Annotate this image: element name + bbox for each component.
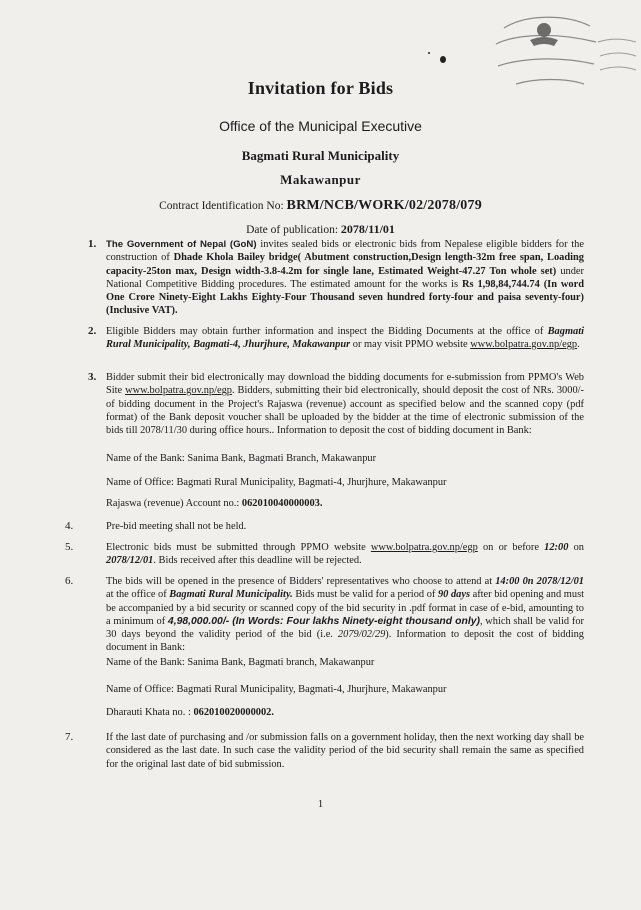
- text-segment: 90 days: [437, 589, 470, 601]
- text-segment: Eligible Bidders may obtain further information and inspect the Bidding Documents at the office of: [106, 326, 548, 337]
- publication-date: [0, 222, 641, 237]
- contract-identification: [0, 198, 641, 214]
- item-paragraph-3: [106, 371, 584, 437]
- text-segment: Dhade Khola Bailey bridge( Abutment construction,Design length-32m free span, Loading capacity-25ton max, Design width-3.8-4.2m for single lane, Estimated Weight-47.27 Ton whole set): [106, 252, 584, 277]
- page-title: Invitation for Bids: [247, 78, 394, 98]
- item-paragraph-6: [106, 575, 584, 655]
- bank-office-line: Name of Office: Bagmati Rural Municipality, Bagmati-4, Jhurjhure, Makawanpur: [106, 477, 447, 488]
- text-segment: Bagmati Rural Municipality, Bagmati-4, Jhurjhure, Makawanpur: [106, 326, 584, 351]
- text-segment: Pre-bid meeting shall not be held.: [106, 521, 247, 532]
- page-number: 1: [317, 798, 324, 810]
- item-paragraph-4: [106, 520, 584, 533]
- text-segment: or may visit PPMO website: [350, 339, 471, 351]
- bank-name-line: Name of the Bank: Sanima Bank, Bagmati Branch, Makawanpur: [106, 453, 377, 464]
- deposit-account-line: [106, 707, 274, 718]
- item-number: 3.: [88, 371, 97, 383]
- text-segment: www.bolpatra.gov.np/egp: [125, 385, 232, 397]
- text-segment: on or before: [477, 542, 545, 553]
- ink-speck: [428, 52, 430, 54]
- text-segment: www.bolpatra.gov.np/egp: [370, 542, 478, 553]
- text-segment: 12:00: [544, 542, 569, 553]
- revenue-account-line: [106, 498, 322, 509]
- text-segment: under National Competitive Bidding procedures. The estimated amount for the works is: [106, 265, 584, 290]
- publication-date-label: Date of publication:: [246, 224, 341, 236]
- deposit-account-label: Dharauti Khata no. :: [106, 707, 194, 718]
- item-paragraph-7: [106, 731, 584, 771]
- text-segment: 2079/02/29: [337, 629, 386, 641]
- text-segment: , which shall be valid for 30 days beyond the validity period of the bid (i.e.: [106, 615, 584, 641]
- text-segment: Bidder submit their bid electronically may download the bidding documents for e-submission from PPMO's Web Site: [106, 372, 584, 397]
- revenue-account-label: Rajaswa (revenue) Account no.:: [106, 498, 242, 509]
- item-paragraph-2: [106, 325, 584, 352]
- text-segment: Electronic bids must be submitted through PPMO website: [106, 542, 371, 553]
- item-number: 7.: [65, 731, 74, 743]
- municipality-name: Bagmati Rural Municipality: [241, 148, 400, 163]
- item-paragraph-1: [106, 238, 584, 318]
- text-segment: invites sealed bids or electronic bids from Nepalese eligible bidders for the construction of: [106, 239, 584, 264]
- publication-date-value: 2078/11/01: [340, 222, 395, 236]
- contract-number: BRM/NCB/WORK/02/2078/079: [286, 198, 482, 213]
- text-segment: . Bidders, submitting their bid electronically, should deposit the cost of NRs. 3000/- of bidding document in the Project's Rajaswa (revenue) account as specified below and the scanned copy (pdf format) of the Bank deposit voucher shall be uploaded by the bidder at the time of electronic submission of the bids till 2078/11/30 during office hours.. Information to deposit the cost of bidding document in Bank:: [106, 385, 584, 437]
- text-segment: Bagmati Rural Municipality.: [169, 589, 293, 601]
- district-name: Makawanpur: [280, 172, 361, 187]
- deposit-account-number: 062010020000002.: [193, 707, 274, 718]
- bank-office-line: Name of Office: Bagmati Rural Municipality, Bagmati-4, Jhurjhure, Makawanpur: [106, 684, 447, 695]
- item-paragraph-5: [106, 541, 584, 568]
- item-number: 2.: [88, 325, 97, 337]
- text-segment: after bid opening and must be accompanied by a bid security or scanned copy of the bid security in .pdf format in case of e-bid, amounting to a minimum of: [106, 589, 584, 627]
- text-segment: 14:00 0n 2078/12/01: [495, 576, 585, 587]
- text-segment: .: [577, 339, 580, 351]
- item-number: 5.: [65, 541, 74, 553]
- revenue-account-number: 062010040000003.: [241, 498, 323, 509]
- bank-name-line: Name of the Bank: Sanima Bank, Bagmati branch, Makawanpur: [106, 657, 375, 668]
- text-segment: 2078/12/01: [106, 555, 154, 567]
- text-segment: www.bolpatra.gov.np/egp: [470, 339, 578, 351]
- ink-speck: [440, 56, 446, 63]
- item-number: 6.: [65, 575, 74, 587]
- text-segment: . Bids received after this deadline will be rejected.: [153, 555, 362, 567]
- text-segment: ). Information to deposit the cost of bidding document in Bank:: [106, 629, 584, 654]
- text-segment: Rs 1,98,84,744.74 (In word One Crore Ninety-Eight Lakhs Eighty-Four Thousand seven hundred forty-four and paisa seventy-four) (Inclusive VAT).: [106, 278, 584, 317]
- text-segment: The bids will be opened in the presence of Bidders' representatives who choose to attend at: [106, 576, 496, 587]
- text-segment: Bids must be valid for a period of: [292, 589, 438, 601]
- office-name: Office of the Municipal Executive: [219, 118, 422, 134]
- text-segment: The Government of Nepal (GoN): [106, 239, 261, 250]
- text-segment: 4,98,000.00/- (In Words: Four lakhs Ninety-eight thousand only): [167, 615, 480, 627]
- text-segment: If the last date of purchasing and /or submission falls on a government holiday, then the next working day shall be considered as the last date. In such case the validity period of the bid security shall remain the same as specified for the original last date of bid submission.: [106, 732, 584, 770]
- item-number: 4.: [65, 520, 74, 532]
- item-number: 1.: [88, 238, 97, 250]
- contract-label: Contract Identification No:: [159, 200, 287, 212]
- text-segment: at the office of: [106, 589, 170, 601]
- text-segment: on: [568, 542, 584, 553]
